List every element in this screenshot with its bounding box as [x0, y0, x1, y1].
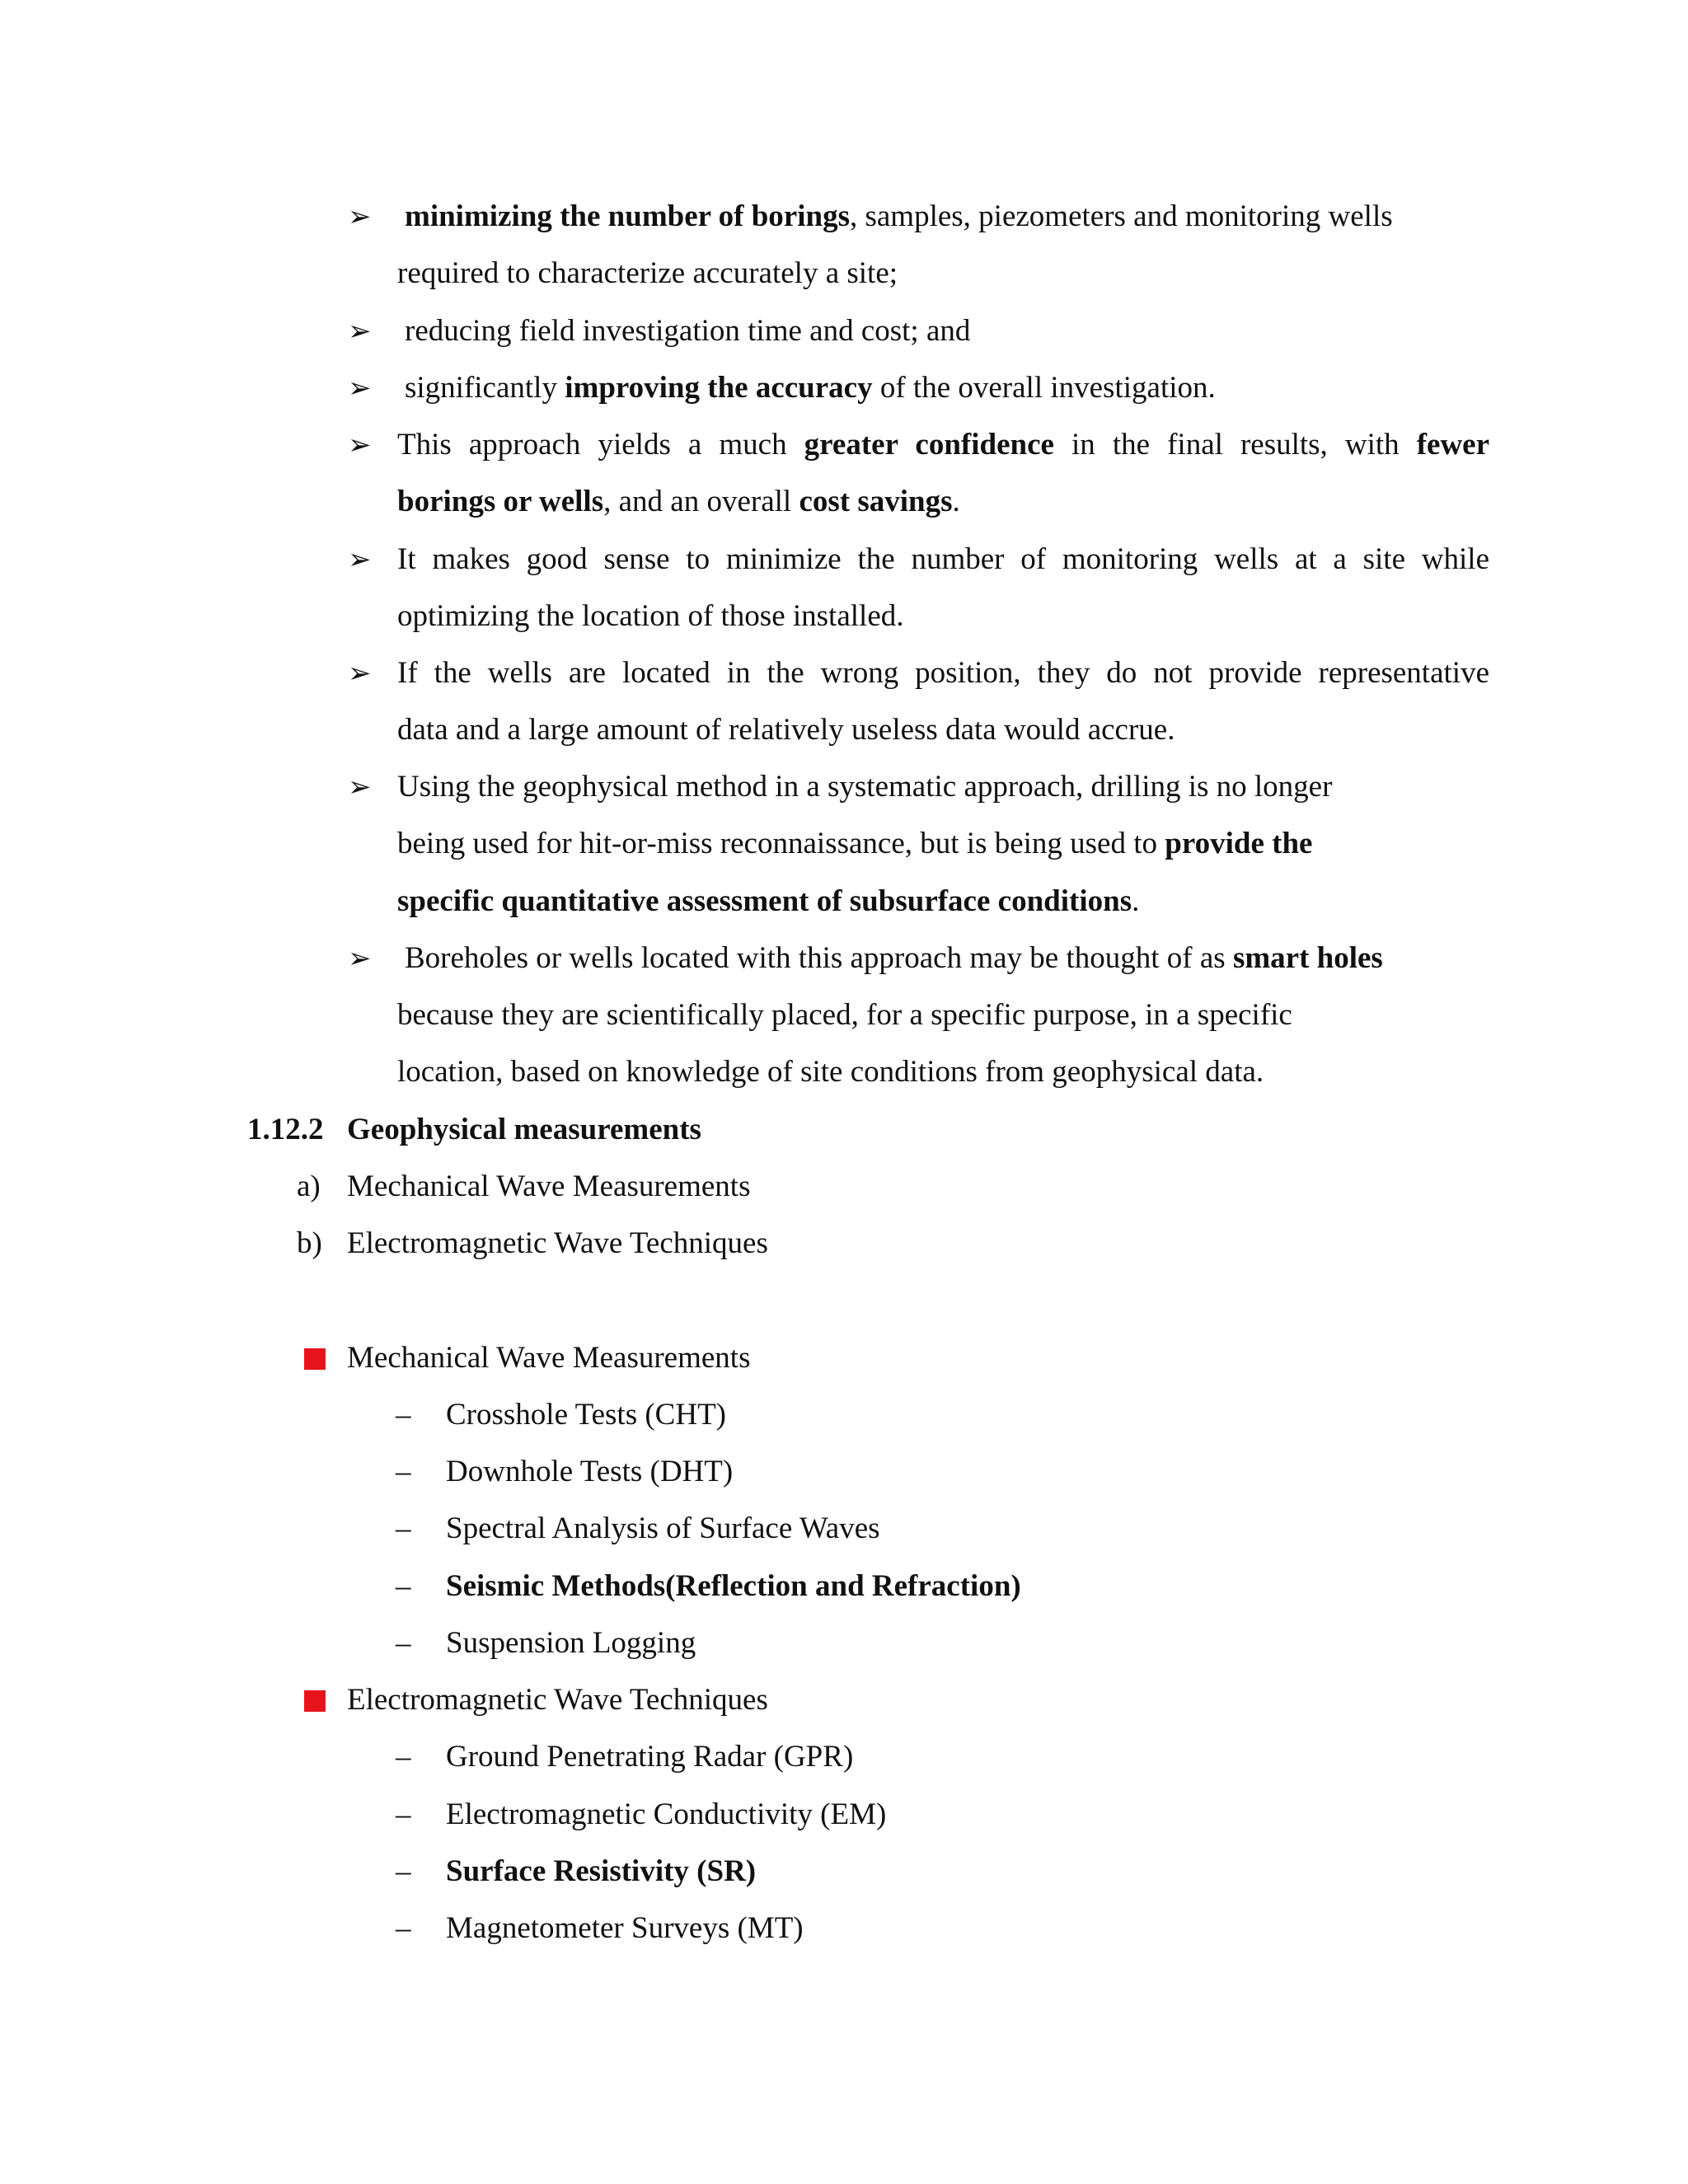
bold-text: specific quantitative assessment of subsurface conditions — [397, 884, 1132, 918]
bullet-6-line-1: If the wells are located in the wrong position, they do not provide representative — [397, 656, 1489, 690]
dash-bullet-icon: – — [396, 1854, 411, 1888]
list-item-b: Electromagnetic Wave Techniques — [347, 1226, 768, 1260]
text: , and an overall — [603, 485, 792, 518]
list-item-a: Mechanical Wave Measurements — [347, 1169, 751, 1203]
bullet-8-line-3: location, based on knowledge of site conditions from geophysical data. — [397, 1055, 1264, 1089]
bullet-5-line-1: It makes good sense to minimize the number of monitoring wells at a site while — [397, 542, 1489, 576]
mechanical-title: Mechanical Wave Measurements — [347, 1341, 751, 1375]
bullet-8-line-2: because they are scientifically placed, for a specific purpose, in a specific — [397, 998, 1292, 1032]
red-square-bullet-icon — [304, 1690, 326, 1712]
dash-bullet-icon: – — [396, 1569, 411, 1603]
bullet-1-line-1 — [405, 198, 1393, 236]
bullet-1-line-2: required to characterize accurately a site; — [397, 256, 898, 290]
bold-text: borings or wells — [397, 485, 604, 518]
arrow-bullet-icon: ➢ — [348, 657, 372, 690]
red-square-bullet-icon — [304, 1348, 326, 1370]
list-letter-a: a) — [297, 1169, 321, 1203]
dash-bullet-icon: – — [396, 1511, 411, 1545]
bullet-4-line-2 — [397, 483, 960, 521]
text: , samples, piezometers and monitoring wells — [849, 199, 1393, 233]
mechanical-item: Seismic Methods(Reflection and Refraction) — [446, 1569, 1021, 1603]
arrow-bullet-icon: ➢ — [348, 429, 372, 462]
bullet-7-line-1: Using the geophysical method in a systematic approach, drilling is no longer — [397, 770, 1333, 804]
electromagnetic-item: Electromagnetic Conductivity (EM) — [446, 1797, 887, 1831]
text: . — [1132, 884, 1140, 918]
dash-bullet-icon: – — [396, 1455, 411, 1488]
bullet-3-line-1 — [405, 369, 1216, 407]
dash-bullet-icon: – — [396, 1626, 411, 1660]
electromagnetic-item: Surface Resistivity (SR) — [446, 1854, 757, 1888]
bold-text: minimizing the number of borings — [405, 199, 850, 233]
mechanical-item: Suspension Logging — [446, 1626, 696, 1660]
text: of the overall investigation. — [879, 371, 1216, 405]
text: . — [952, 485, 960, 518]
bullet-6-line-2: data and a large amount of relatively useless data would accrue. — [397, 713, 1175, 747]
bullet-4-line-1 — [397, 426, 1489, 464]
bold-text: provide the — [1165, 827, 1313, 860]
dash-bullet-icon: – — [396, 1911, 411, 1945]
electromagnetic-item: Ground Penetrating Radar (GPR) — [446, 1740, 854, 1774]
dash-bullet-icon: – — [396, 1797, 411, 1831]
bold-text: smart holes — [1232, 941, 1383, 975]
arrow-bullet-icon: ➢ — [348, 543, 372, 576]
arrow-bullet-icon: ➢ — [348, 315, 372, 348]
list-letter-b: b) — [297, 1226, 322, 1260]
mechanical-item: Spectral Analysis of Surface Waves — [446, 1511, 880, 1545]
bullet-8-line-1 — [405, 940, 1383, 977]
bold-text: improving the accuracy — [565, 371, 873, 405]
mechanical-item: Downhole Tests (DHT) — [446, 1455, 734, 1488]
text: significantly — [405, 371, 557, 405]
section-heading-title: Geophysical measurements — [347, 1113, 701, 1146]
dash-bullet-icon: – — [396, 1398, 411, 1432]
bullet-7-line-2 — [397, 825, 1312, 863]
arrow-bullet-icon: ➢ — [348, 771, 372, 804]
electromagnetic-title: Electromagnetic Wave Techniques — [347, 1683, 768, 1717]
arrow-bullet-icon: ➢ — [348, 372, 372, 405]
text: in the final results, with — [1071, 428, 1400, 462]
bold-text: cost savings — [799, 485, 953, 518]
dash-bullet-icon: – — [396, 1740, 411, 1774]
text: being used for hit-or-miss reconnaissance, but is being used to — [397, 827, 1158, 860]
section-heading-number: 1.12.2 — [247, 1113, 324, 1146]
text: Boreholes or wells located with this approach may be thought of as — [405, 941, 1226, 975]
arrow-bullet-icon: ➢ — [348, 942, 372, 975]
bullet-2-line-1: reducing field investigation time and cost; and — [405, 314, 971, 348]
text: This approach yields a much — [397, 428, 787, 462]
mechanical-item: Crosshole Tests (CHT) — [446, 1398, 726, 1432]
bullet-7-line-3 — [397, 883, 1139, 921]
bold-text: greater confidence — [804, 428, 1054, 462]
arrow-bullet-icon: ➢ — [348, 200, 372, 233]
electromagnetic-item: Magnetometer Surveys (MT) — [446, 1911, 804, 1945]
bold-text: fewer — [1416, 428, 1490, 462]
bullet-5-line-2: optimizing the location of those installed. — [397, 599, 904, 633]
